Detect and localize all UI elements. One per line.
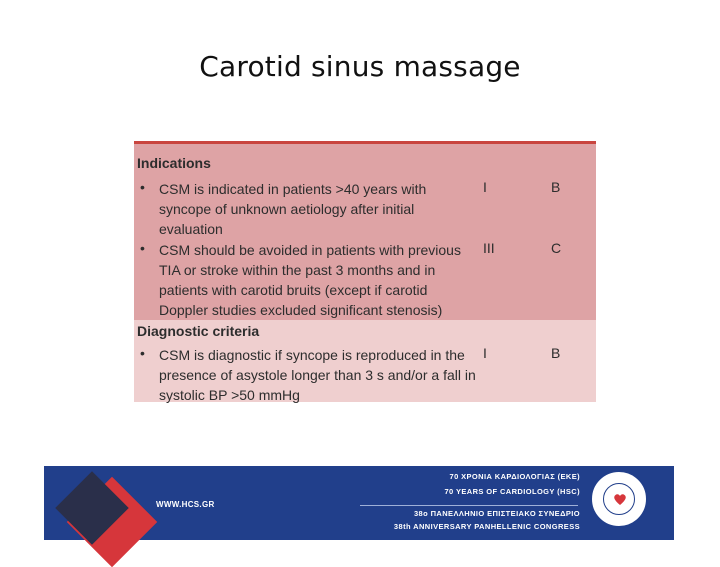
footer-line-4: 38th ANNIVERSARY PANHELLENIC CONGRESS bbox=[393, 522, 580, 531]
row-text-line: TIA or stroke within the past 3 months and in bbox=[159, 262, 436, 278]
seal-inner-ring bbox=[603, 483, 635, 515]
footer-line-2: 70 YEARS OF CARDIOLOGY (HSC) bbox=[444, 487, 580, 496]
bullet-icon: • bbox=[140, 240, 145, 256]
bullet-icon: • bbox=[140, 179, 145, 195]
row-text bbox=[159, 345, 476, 405]
row-text-line: CSM is diagnostic if syncope is reproduced in the bbox=[159, 347, 465, 363]
level-of-evidence: B bbox=[551, 345, 561, 361]
footer-line-3: 38ο ΠΑΝΕΛΛΗΝΙΟ ΕΠΙΣΤΕΙΑΚΟ ΣΥΝΕΔΡΙΟ bbox=[413, 509, 580, 518]
row-text bbox=[159, 179, 454, 239]
heart-icon bbox=[612, 491, 628, 507]
level-of-evidence: B bbox=[551, 179, 561, 195]
footer-line-1: 70 ΧΡΟΝΙΑ ΚΑΡΔΙΟΛΟΓΙΑΣ (ΕΚΕ) bbox=[449, 472, 580, 481]
row-text-line: presence of asystole longer than 3 s and/or a fall in bbox=[159, 367, 476, 383]
section-indications bbox=[134, 144, 596, 320]
class-of-recommendation: I bbox=[483, 179, 487, 195]
row-text-line: CSM is indicated in patients >40 years with bbox=[159, 181, 427, 197]
row-text bbox=[159, 240, 461, 320]
row-text-line: evaluation bbox=[159, 221, 223, 237]
section-heading: Indications bbox=[137, 155, 211, 171]
footer-website: WWW.HCS.GR bbox=[156, 500, 215, 509]
row-text-line: patients with carotid bruits (except if carotid bbox=[159, 282, 428, 298]
society-seal-icon bbox=[590, 470, 648, 528]
row-text-line: CSM should be avoided in patients with previous bbox=[159, 242, 461, 258]
slide-title: Carotid sinus massage bbox=[199, 50, 521, 83]
row-text-line: syncope of unknown aetiology after initial bbox=[159, 201, 415, 217]
footer-divider bbox=[360, 505, 578, 506]
bullet-icon: • bbox=[140, 345, 145, 361]
class-of-recommendation: I bbox=[483, 345, 487, 361]
section-diagnostic-criteria bbox=[134, 320, 596, 402]
section-heading: Diagnostic criteria bbox=[137, 323, 260, 339]
row-text-line: systolic BP >50 mmHg bbox=[159, 387, 300, 403]
row-text-line: Doppler studies excluded significant stenosis) bbox=[159, 302, 443, 318]
level-of-evidence: C bbox=[551, 240, 562, 256]
class-of-recommendation: III bbox=[483, 240, 495, 256]
recommendations-table bbox=[134, 141, 596, 402]
